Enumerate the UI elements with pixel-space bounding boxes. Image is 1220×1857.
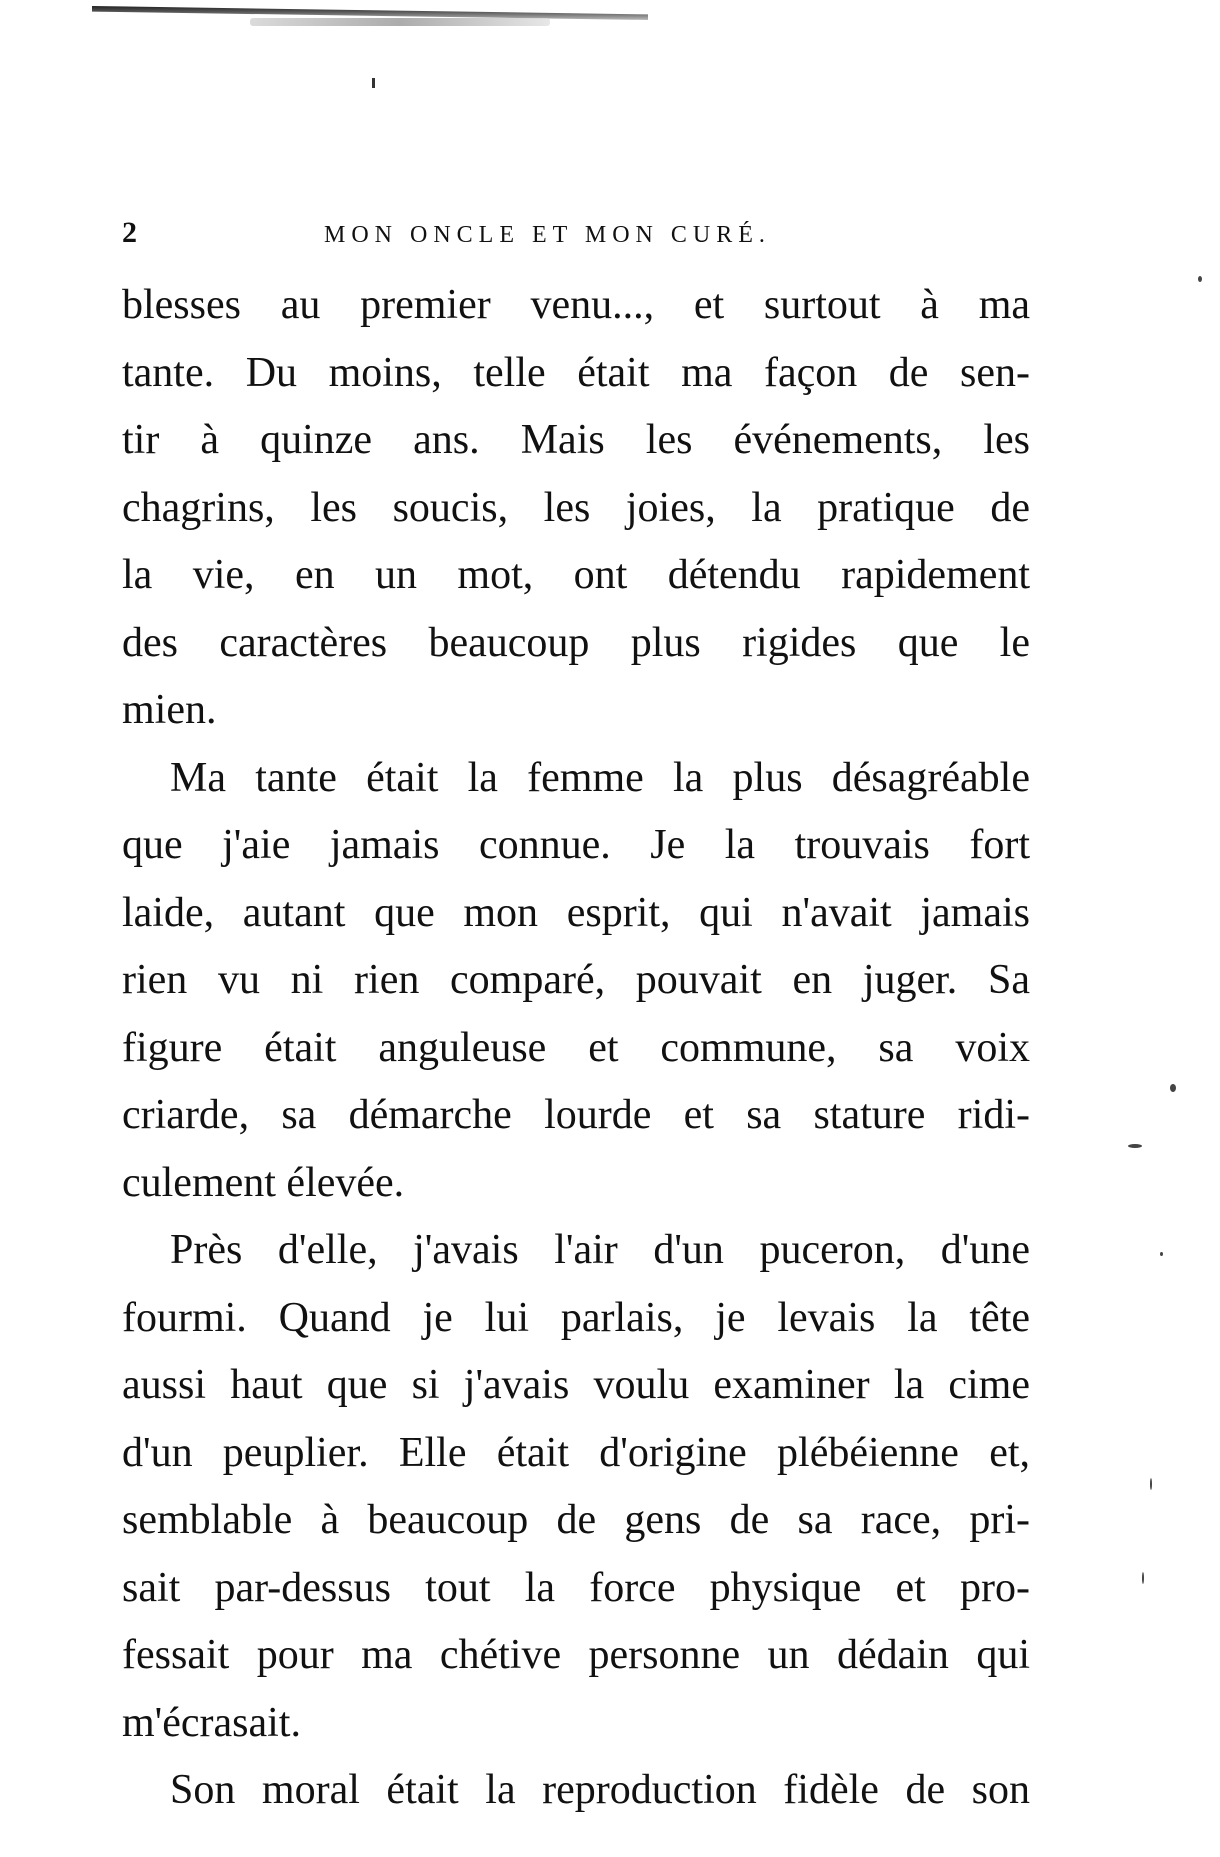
- text-line: Ma tante était la femme la plus désagréable: [170, 754, 1030, 801]
- text-line: Son moral était la reproduction fidèle de son: [170, 1767, 1030, 1813]
- scan-speck: [1160, 1252, 1163, 1256]
- text-line: m'écrasait.: [122, 1699, 301, 1746]
- running-head: MON ONCLE ET MON CURÉ.: [324, 222, 771, 248]
- text-line: laide, autant que mon esprit, qui n'avait jamais: [122, 889, 1030, 936]
- text-line: Près d'elle, j'avais l'air d'un puceron, d'une: [170, 1227, 1030, 1273]
- text-line: semblable à beaucoup de gens de sa race, pri-: [122, 1497, 1030, 1543]
- page-number: 2: [122, 216, 138, 249]
- scan-speck: [1128, 1144, 1142, 1148]
- text-line: chagrins, les soucis, les joies, la pratique de: [122, 484, 1030, 531]
- text-line: rien vu ni rien comparé, pouvait en juger. Sa: [122, 957, 1030, 1003]
- text-line: tante. Du moins, telle était ma façon de sen-: [122, 349, 1030, 396]
- body-text: [122, 272, 1030, 1825]
- text-line: sait par-dessus tout la force physique et pro-: [122, 1564, 1030, 1611]
- text-line: tir à quinze ans. Mais les événements, les: [122, 417, 1030, 463]
- text-line: figure était anguleuse et commune, sa voix: [122, 1024, 1030, 1071]
- text-line: d'un peuplier. Elle était d'origine plébéienne et,: [122, 1429, 1030, 1476]
- text-line: culement élevée.: [122, 1159, 405, 1206]
- scan-speck: [1170, 1084, 1176, 1092]
- text-line: fourmi. Quand je lui parlais, je levais la tête: [122, 1294, 1030, 1341]
- text-line: blesses au premier venu..., et surtout à ma: [122, 282, 1030, 328]
- page-header: [122, 216, 1042, 256]
- ink-mark: [372, 78, 375, 88]
- top-edge-smudge: [250, 18, 550, 26]
- text-line: aussi haut que si j'avais voulu examiner la cime: [122, 1362, 1030, 1408]
- text-line: fessait pour ma chétive personne un dédain qui: [122, 1632, 1030, 1678]
- text-line: que j'aie jamais connue. Je la trouvais fort: [122, 822, 1030, 868]
- text-line: la vie, en un mot, ont détendu rapidement: [122, 552, 1030, 598]
- text-line: criarde, sa démarche lourde et sa stature ridi-: [122, 1092, 1030, 1138]
- text-line: des caractères beaucoup plus rigides que le: [122, 619, 1030, 666]
- text-line: mien.: [122, 687, 217, 733]
- scan-speck: [1142, 1572, 1144, 1584]
- scan-speck: [1198, 276, 1202, 282]
- scan-speck: [1150, 1478, 1152, 1490]
